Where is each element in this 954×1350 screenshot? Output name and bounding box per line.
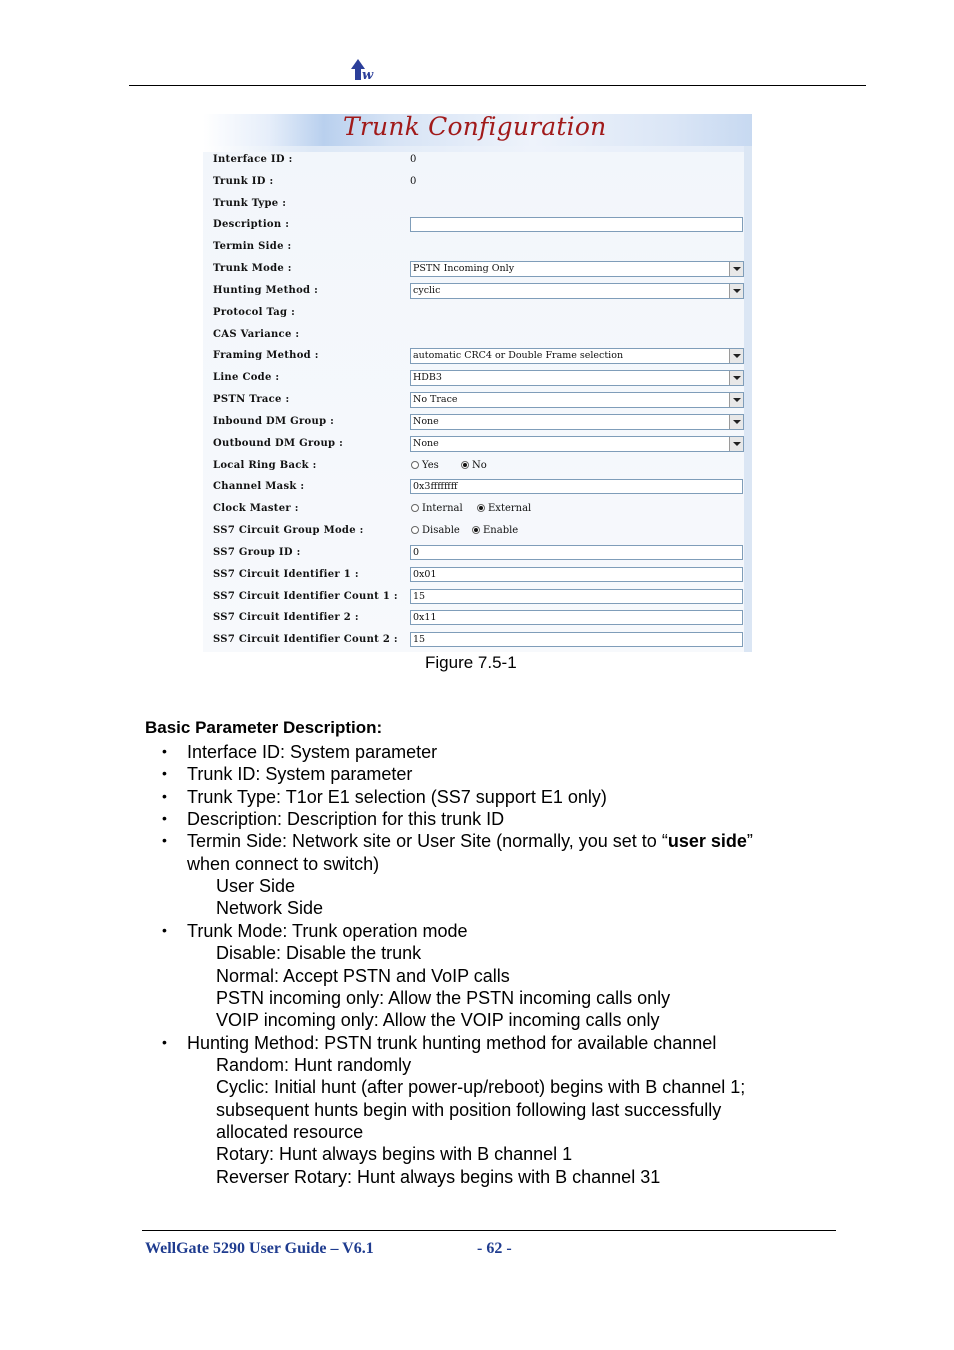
radio-label: No bbox=[472, 460, 487, 471]
dropdown-value: None bbox=[413, 416, 439, 427]
field-label: Trunk ID : bbox=[213, 176, 274, 187]
field-label: Hunting Method : bbox=[213, 285, 319, 296]
dropdown-value: No Trace bbox=[413, 394, 458, 405]
line-text: Trunk ID: System parameter bbox=[187, 764, 413, 784]
radio-option[interactable] bbox=[411, 503, 463, 514]
line-text: User Side bbox=[216, 876, 296, 896]
dropdown-arrow-icon[interactable] bbox=[729, 437, 743, 451]
header-rule bbox=[129, 85, 866, 86]
dropdown-select[interactable] bbox=[410, 414, 744, 430]
line-text: allocated resource bbox=[216, 1122, 364, 1142]
field-label: Description : bbox=[213, 219, 290, 230]
bullet-icon: • bbox=[162, 788, 167, 804]
text-input[interactable]: 0x01 bbox=[410, 567, 743, 582]
section-heading: Basic Parameter Description: bbox=[145, 718, 383, 737]
dropdown-select[interactable] bbox=[410, 283, 744, 299]
description-line bbox=[216, 965, 510, 987]
description-line bbox=[216, 1143, 572, 1165]
radio-label: Enable bbox=[483, 525, 519, 536]
description-line bbox=[216, 1166, 660, 1188]
description-line bbox=[216, 1009, 660, 1031]
field-label: SS7 Circuit Identifier 1 : bbox=[213, 569, 359, 580]
dropdown-select[interactable] bbox=[410, 392, 744, 408]
description-line bbox=[216, 897, 323, 919]
dropdown-value: None bbox=[413, 438, 439, 449]
figure-right-edge bbox=[744, 146, 752, 652]
radio-button-icon[interactable] bbox=[411, 504, 419, 512]
field-label: SS7 Group ID : bbox=[213, 547, 301, 558]
bullet-icon: • bbox=[162, 922, 167, 938]
radio-label: Disable bbox=[422, 525, 460, 536]
description-line bbox=[216, 1099, 721, 1121]
footer-rule bbox=[142, 1230, 836, 1231]
radio-button-icon[interactable] bbox=[411, 461, 419, 469]
line-text: Rotary: Hunt always begins with B channel 1 bbox=[216, 1144, 573, 1164]
line-text: VOIP incoming only: Allow the VOIP incoming calls only bbox=[216, 1010, 660, 1030]
text-input[interactable]: 0x11 bbox=[410, 610, 743, 625]
field-label: SS7 Circuit Identifier 2 : bbox=[213, 612, 359, 623]
field-value: 0 bbox=[410, 154, 417, 165]
text-input[interactable]: 15 bbox=[410, 632, 743, 647]
field-label: Framing Method : bbox=[213, 350, 319, 361]
bullet-icon: • bbox=[162, 810, 167, 826]
description-line bbox=[216, 942, 421, 964]
line-text: Reverser Rotary: Hunt always begins with B channel 31 bbox=[216, 1167, 661, 1187]
description-line bbox=[216, 1054, 411, 1076]
bullet-item bbox=[187, 830, 753, 852]
line-text: when connect to switch) bbox=[187, 854, 380, 874]
line-text: Random: Hunt randomly bbox=[216, 1055, 412, 1075]
dropdown-arrow-icon[interactable] bbox=[729, 371, 743, 385]
line-text: Termin Side: Network site or User Site (normally, you set to “ bbox=[187, 831, 668, 851]
field-label: SS7 Circuit Group Mode : bbox=[213, 525, 364, 536]
field-label: Line Code : bbox=[213, 372, 280, 383]
line-text: PSTN incoming only: Allow the PSTN incoming calls only bbox=[216, 988, 671, 1008]
field-label: Local Ring Back : bbox=[213, 460, 317, 471]
field-label: Trunk Type : bbox=[213, 198, 287, 209]
field-label: Clock Master : bbox=[213, 503, 299, 514]
line-text: Disable: Disable the trunk bbox=[216, 943, 422, 963]
line-text: Interface ID: System parameter bbox=[187, 742, 438, 762]
dropdown-arrow-icon[interactable] bbox=[729, 415, 743, 429]
radio-option[interactable] bbox=[472, 525, 518, 536]
radio-option[interactable] bbox=[411, 460, 439, 471]
text-input[interactable]: 0 bbox=[410, 545, 743, 560]
line-text: subsequent hunts begin with position following last successfully bbox=[216, 1100, 722, 1120]
figure-title: Trunk Configuration bbox=[343, 114, 607, 141]
bullet-icon: • bbox=[162, 1034, 167, 1050]
field-label: CAS Variance : bbox=[213, 329, 300, 340]
radio-option[interactable] bbox=[477, 503, 531, 514]
description-line bbox=[216, 987, 670, 1009]
radio-button-icon[interactable] bbox=[472, 526, 480, 534]
radio-label: Yes bbox=[422, 460, 439, 471]
description-line bbox=[216, 1076, 745, 1098]
dropdown-arrow-icon[interactable] bbox=[729, 393, 743, 407]
emphasis-text: user side bbox=[667, 831, 747, 851]
field-label: Termin Side : bbox=[213, 241, 292, 252]
dropdown-select[interactable] bbox=[410, 348, 744, 364]
bullet-icon: • bbox=[162, 743, 167, 759]
field-label: Channel Mask : bbox=[213, 481, 305, 492]
bullet-item bbox=[187, 1032, 716, 1054]
field-label: SS7 Circuit Identifier Count 1 : bbox=[213, 591, 398, 602]
footer-title: WellGate 5290 User Guide – V6.1 bbox=[145, 1240, 374, 1257]
bullet-item bbox=[187, 920, 467, 942]
figure-banner-strip bbox=[203, 146, 752, 152]
bullet-item bbox=[187, 763, 412, 785]
radio-button-icon[interactable] bbox=[461, 461, 469, 469]
line-text: Description: Description for this trunk ID bbox=[187, 809, 505, 829]
bullet-item bbox=[187, 808, 504, 830]
radio-button-icon[interactable] bbox=[477, 504, 485, 512]
field-label: Protocol Tag : bbox=[213, 307, 296, 318]
dropdown-select[interactable] bbox=[410, 261, 744, 277]
dropdown-arrow-icon[interactable] bbox=[729, 349, 743, 363]
dropdown-arrow-icon[interactable] bbox=[729, 262, 743, 276]
dropdown-value: cyclic bbox=[413, 285, 441, 296]
trunk-configuration-figure bbox=[203, 114, 752, 652]
description-line bbox=[216, 875, 295, 897]
line-text: Cyclic: Initial hunt (after power-up/reboot) begins with B channel 1; bbox=[216, 1077, 746, 1097]
field-label: PSTN Trace : bbox=[213, 394, 290, 405]
bullet-item bbox=[187, 786, 607, 808]
bullet-icon: • bbox=[162, 765, 167, 781]
figure-caption: Figure 7.5-1 bbox=[425, 653, 517, 672]
line-text: Hunting Method: PSTN trunk hunting method for available channel bbox=[187, 1033, 717, 1053]
text-input[interactable]: 0x3ffffffff bbox=[410, 479, 743, 494]
radio-button-icon[interactable] bbox=[411, 526, 419, 534]
line-text: Trunk Mode: Trunk operation mode bbox=[187, 921, 468, 941]
radio-label: Internal bbox=[422, 503, 463, 514]
company-logo-icon bbox=[349, 57, 379, 81]
line-text: Trunk Type: T1or E1 selection (SS7 support E1 only) bbox=[187, 787, 607, 807]
bullet-icon: • bbox=[162, 832, 167, 848]
radio-label: External bbox=[488, 503, 532, 514]
dropdown-value: automatic CRC4 or Double Frame selection bbox=[413, 350, 624, 361]
text-input[interactable]: 15 bbox=[410, 589, 743, 604]
svg-text:w: w bbox=[362, 68, 374, 81]
dropdown-select[interactable] bbox=[410, 436, 744, 452]
radio-option[interactable] bbox=[411, 525, 460, 536]
line-text-after: ” bbox=[746, 831, 753, 851]
footer-page-number: - 62 - bbox=[477, 1240, 512, 1257]
bullet-item bbox=[187, 741, 437, 763]
text-input[interactable] bbox=[410, 217, 743, 232]
line-text: Network Side bbox=[216, 898, 324, 918]
field-label: SS7 Circuit Identifier Count 2 : bbox=[213, 634, 398, 645]
radio-option[interactable] bbox=[461, 460, 487, 471]
dropdown-value: PSTN Incoming Only bbox=[413, 263, 515, 274]
field-label: Interface ID : bbox=[213, 154, 293, 165]
field-label: Trunk Mode : bbox=[213, 263, 292, 274]
line-text: Normal: Accept PSTN and VoIP calls bbox=[216, 966, 510, 986]
dropdown-value: HDB3 bbox=[413, 372, 442, 383]
field-label: Inbound DM Group : bbox=[213, 416, 335, 427]
description-line bbox=[187, 853, 379, 875]
dropdown-select[interactable] bbox=[410, 370, 744, 386]
description-line bbox=[216, 1121, 363, 1143]
dropdown-arrow-icon[interactable] bbox=[729, 284, 743, 298]
field-value: 0 bbox=[410, 176, 417, 187]
field-label: Outbound DM Group : bbox=[213, 438, 344, 449]
